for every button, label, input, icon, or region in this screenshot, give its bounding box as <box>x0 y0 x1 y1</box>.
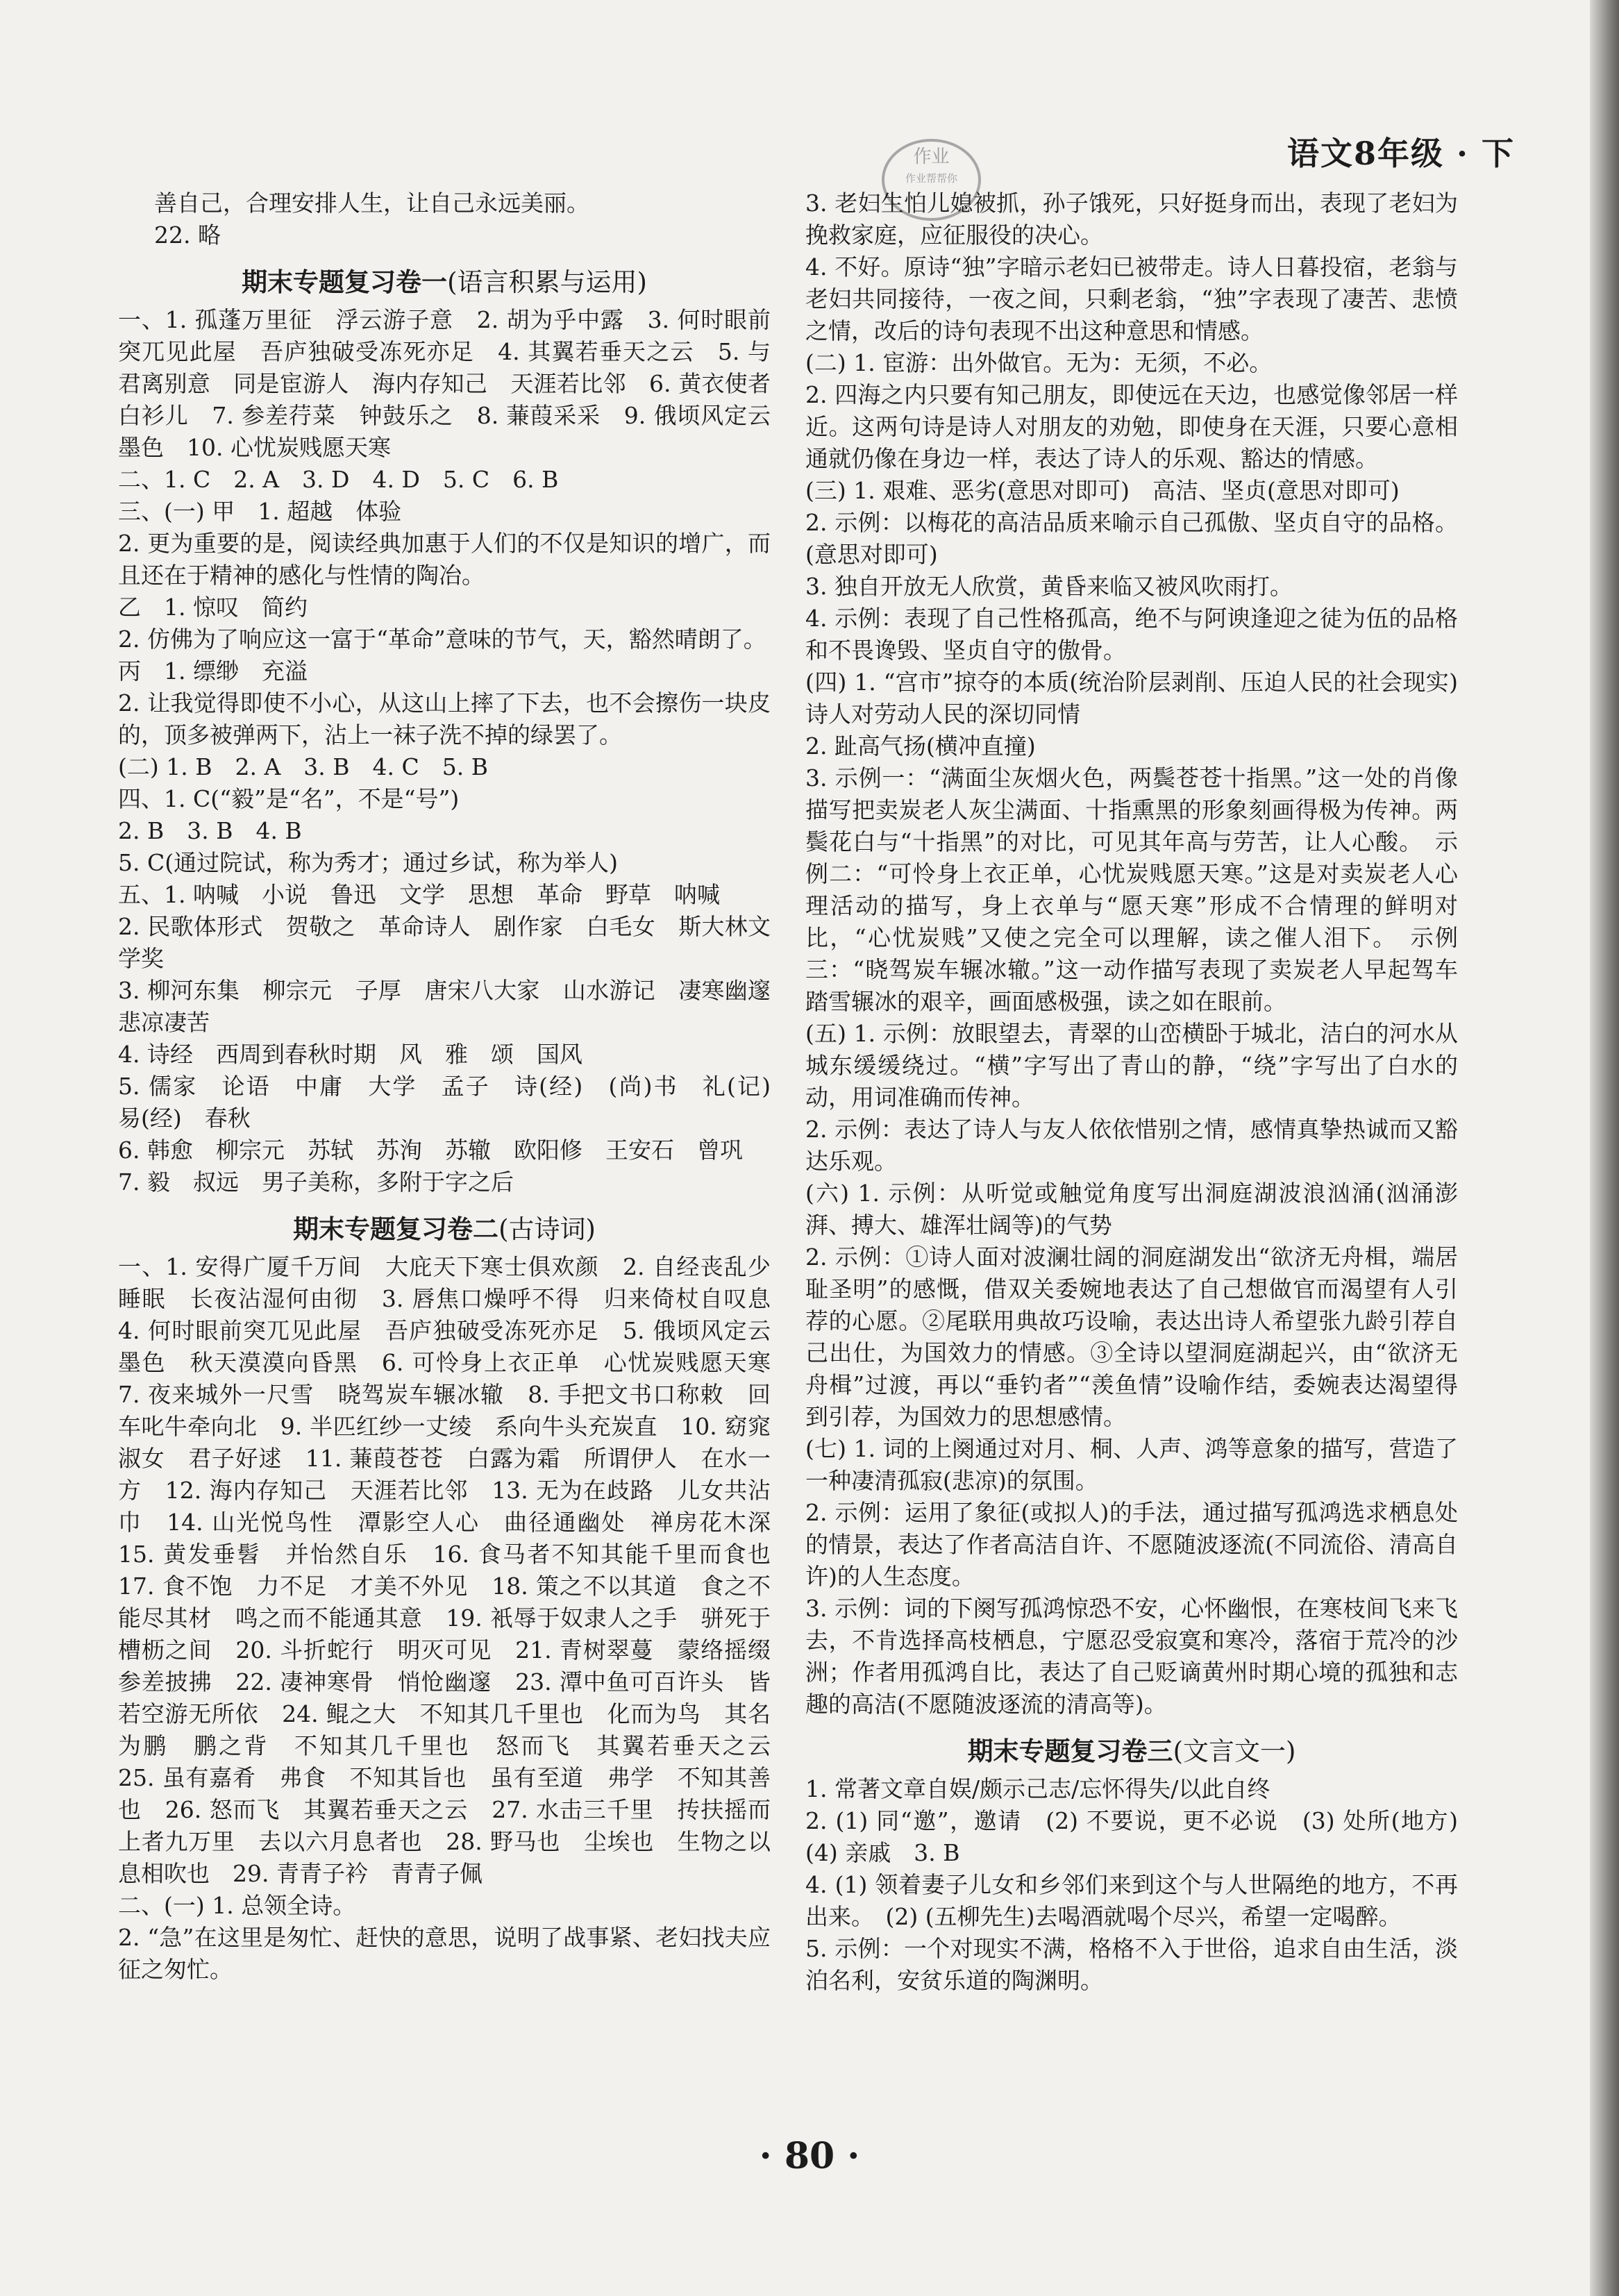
answer-paragraph: 3. 老妇生怕儿媳被抓，孙子饿死，只好挺身而出，表现了老妇为挽救家庭，应征服役的决心。 <box>805 190 1458 249</box>
answer-paragraph: 一、1. 安得广厦千万间 大庇天下寒士俱欢颜 2. 自经丧乱少睡眠 长夜沾湿何由彻 3. 唇焦口燥呼不得 归来倚杖自叹息 4. 何时眼前突兀见此屋 吾庐独破受冻死亦足 5. 俄顷风定云墨色 秋天漠漠向昏黑 6. 可怜身上衣正单 心忧炭贱愿天寒 7. 夜来城外一尺雪 晓驾炭车辗冰辙 8. 手把文书口称敕 回车叱牛牵向北 9. 半匹红纱一丈绫 系向牛头充炭直 10. 窈窕淑女 君子好逑 11. 蒹葭苍苍 白露为霜 所谓伊人 在水一方 12. 海内存知己 天涯若比邻 13. 无为在歧路 儿女共沾巾 14. 山光悦鸟性 潭影空人心 曲径通幽处 禅房花木深 15. 黄发垂髫 并怡然自乐 16. 食马者不知其能千里而食也 17. 食不饱 力不足 才美不外见 18. 策之不以其道 食之不能尽其材 鸣之而不能通其意 19. 衹辱于奴隶人之手 骈死于槽枥之间 20. 斗折蛇行 明灭可见 21. 青树翠蔓 蒙络摇缀 参差披拂 22. 凄神寒骨 悄怆幽邃 23. 潭中鱼可百许头 皆若空游无所依 24. 鲲之大 不知其几千里也 化而为鸟 其名为鹏 鹏之背 不知其几千里也 怒而飞 其翼若垂天之云 25. 虽有嘉肴 弗食 不知其旨也 虽有至道 弗学 不知其善也 26. 怒而飞 其翼若垂天之云 27. 水击三千里 抟扶摇而上者九万里 去以六月息者也 28. 野马也 尘埃也 生物之以息相吹也 29. 青青子衿 青青子佩 <box>118 1253 794 1887</box>
answer-paragraph: (七) 1. 词的上阕通过对月、桐、人声、鸿等意象的描写，营造了一种凄清孤寂(悲凉)的氛围。 <box>805 1435 1458 1494</box>
answer-paragraph: (六) 1. 示例：从听觉或触觉角度写出洞庭湖波浪汹涌(汹涌澎湃、搏大、雄浑壮阔等)的气势 <box>805 1180 1458 1239</box>
section-heading-exam3: 期末专题复习卷三(文言文一) <box>967 1736 1296 1766</box>
answer-paragraph: 3. 示例：词的下阕写孤鸿惊恐不安，心怀幽恨，在寒枝间飞来飞去，不肯选择高枝栖息，宁愿忍受寂寞和寒冷，落宿于荒冷的沙洲；作者用孤鸿自比，表达了自己贬谪黄州时期心境的孤独和志趣的高洁(不愿随波逐流的清高等)。 <box>805 1595 1458 1718</box>
answer-paragraph: (五) 1. 示例：放眼望去，青翠的山峦横卧于城北，洁白的河水从城东缓缓绕过。“横”字写出了青山的静，“绕”字写出了白水的动，用词准确而传神。 <box>805 1020 1458 1111</box>
running-head: 语文8年级 · 下 <box>1286 135 1515 172</box>
answer-paragraph: 丙 1. 缥缈 充溢 <box>118 657 308 685</box>
answer-paragraph: 3. 柳河东集 柳宗元 子厚 唐宋八大家 山水游记 凄寒幽邃 悲凉凄苦 <box>118 977 794 1036</box>
answer-paragraph: (四) 1. “宫市”掠夺的本质(统治阶层剥削、压迫人民的社会现实) 诗人对劳动人民的深切同情 <box>805 669 1481 728</box>
answer-paragraph: 2. 示例：表达了诗人与友人依依惜别之情，感情真挚热诚而又豁达乐观。 <box>805 1116 1458 1175</box>
page-binding-edge <box>1590 0 1619 2296</box>
answer-paragraph: 6. 韩愈 柳宗元 苏轼 苏洵 苏辙 欧阳修 王安石 曾巩 <box>118 1137 743 1164</box>
answer-paragraph: 3. 示例一：“满面尘灰烟火色，两鬓苍苍十指黑。”这一处的肖像描写把卖炭老人灰尘满面、十指熏黑的形象刻画得极为传神。两鬓花白与“十指黑”的对比，可见其年高与劳苦，让人心酸。 示例二：“可怜身上衣正单，心忧炭贱愿天寒。”这是对卖炭老人心理活动的描写，身上衣单与“愿天寒”形成不合情理的鲜明对比，“心忧炭贱”又使之完全可以理解，读之催人泪下。 示例三：“晓驾炭车辗冰辙。”这一动作描写表现了卖炭老人早起驾车踏雪辗冰的艰辛，画面感极强，读之如在眼前。 <box>805 764 1458 1015</box>
answer-paragraph: 乙 1. 惊叹 简约 <box>118 594 308 621</box>
answer-paragraph: 2. 更为重要的是，阅读经典加惠于人们的不仅是知识的增广，而且还在于精神的感化与性情的陶冶。 <box>118 530 771 589</box>
answer-paragraph: 善自己，合理安排人生，让自己永远美丽。 <box>154 190 589 217</box>
answer-paragraph: 5. C(通过院试，称为秀才；通过乡试，称为举人) <box>118 849 618 876</box>
answer-paragraph: 2. 四海之内只要有知己朋友，即使远在天边，也感觉像邻居一样近。这两句诗是诗人对朋友的劝勉，即使身在天涯，只要心意相通就仍像在身边一样，表达了诗人的乐观、豁达的情感。 <box>805 381 1458 472</box>
answer-paragraph: 五、1. 呐喊 小说 鲁迅 文学 思想 革命 野草 呐喊 <box>118 881 720 908</box>
answer-paragraph: 4. 不好。原诗“独”字暗示老妇已被带走。诗人日暮投宿，老翁与老妇共同接待，一夜之间，只剩老翁，“独”字表现了凄苦、悲愤之情，改后的诗句表现不出这种意思和情感。 <box>805 253 1458 344</box>
answer-paragraph: 1. 常著文章自娱/颇示己志/忘怀得失/以此自终 <box>805 1775 1270 1802</box>
answer-paragraph: 3. 独自开放无人欣赏，黄昏来临又被风吹雨打。 <box>805 573 1293 600</box>
answer-paragraph: 2. 示例：运用了象征(或拟人)的手法，通过描写孤鸿选求栖息处的情景，表达了作者高洁自许、不愿随波逐流(不同流俗、清高自许)的人生态度。 <box>805 1499 1458 1590</box>
page-number: · 80 · <box>759 2135 860 2177</box>
answer-paragraph: 2. 示例：以梅花的高洁品质来喻示自己孤傲、坚贞自守的品格。(意思对即可) <box>805 509 1458 568</box>
answer-paragraph: 2. 仿佛为了响应这一富于“革命”意味的节气，天，豁然晴朗了。 <box>118 626 766 653</box>
right-column <box>805 187 1481 1997</box>
section-heading-exam2: 期末专题复习卷二(古诗词) <box>293 1214 596 1244</box>
section-heading-exam1: 期末专题复习卷一(语言积累与运用) <box>242 267 647 297</box>
answer-paragraph: (二) 1. 宦游：出外做官。无为：无须，不必。 <box>805 349 1273 376</box>
answer-paragraph: 2. (1) 同“邀”，邀请 (2) 不要说，更不必说 (3) 处所(地方) (4) 亲戚 3. B <box>805 1807 1481 1866</box>
answer-paragraph: 三、(一) 甲 1. 超越 体验 <box>118 498 402 525</box>
left-column <box>118 187 794 1986</box>
answer-paragraph: 2. 民歌体形式 贺敬之 革命诗人 剧作家 白毛女 斯大林文学奖 <box>118 913 771 972</box>
answer-paragraph: 4. 诗经 西周到春秋时期 风 雅 颂 国风 <box>118 1041 582 1068</box>
answer-paragraph: 5. 示例：一个对现实不满，格格不入于世俗，追求自由生活，淡泊名利，安贫乐道的陶渊明。 <box>805 1935 1458 1994</box>
answer-paragraph: 2. “急”在这里是匆忙、赶快的意思，说明了战事紧、老妇找夫应征之匆忙。 <box>118 1924 771 1983</box>
answer-paragraph: (二) 1. B 2. A 3. B 4. C 5. B <box>118 753 488 780</box>
answer-paragraph: 4. 示例：表现了自己性格孤高，绝不与阿谀逢迎之徒为伍的品格和不畏谗毁、坚贞自守的傲骨。 <box>805 605 1458 664</box>
answer-paragraph: 4. (1) 领着妻子儿女和乡邻们来到这个与人世隔绝的地方，不再出来。 (2) (五柳先生)去喝酒就喝个尽兴，希望一定喝醉。 <box>805 1871 1458 1930</box>
answer-paragraph: 一、1. 孤蓬万里征 浮云游子意 2. 胡为乎中露 3. 何时眼前突兀见此屋 吾庐独破受冻死亦足 4. 其翼若垂天之云 5. 与君离别意 同是宦游人 海内存知己 天涯若比邻 6. 黄衣使者白衫儿 7. 参差荇菜 钟鼓乐之 8. 蒹葭采采 9. 俄顷风定云墨色 10. 心忧炭贱愿天寒 <box>118 306 771 461</box>
answer-paragraph: 2. 趾高气扬(横冲直撞) <box>805 732 1036 760</box>
answer-paragraph: 7. 毅 叔远 男子美称，多附于字之后 <box>118 1168 514 1196</box>
answer-paragraph: 5. 儒家 论语 中庸 大学 孟子 诗(经) (尚)书 礼(记) 易(经) 春秋 <box>118 1073 794 1132</box>
answer-paragraph: 二、1. C 2. A 3. D 4. D 5. C 6. B <box>118 466 559 493</box>
answer-paragraph: 2. 示例：①诗人面对波澜壮阔的洞庭湖发出“欲济无舟楫，端居耻圣明”的感慨，借双关委婉地表达了自己想做官而渴望有人引荐的心愿。②尾联用典故巧设喻，表达出诗人希望张九龄引荐自己出仕，为国效力的情感。③全诗以望洞庭湖起兴，由“欲济无舟楫”过渡，再以“垂钓者”“羡鱼情”设喻作结，委婉表达渴望得到引荐，为国效力的思想感情。 <box>805 1243 1458 1430</box>
answer-paragraph: 22. 略 <box>154 221 221 249</box>
answer-paragraph: 2. 让我觉得即使不小心，从这山上摔了下去，也不会擦伤一块皮的，顶多被弹两下，沾上一袜子洗不掉的绿罢了。 <box>118 689 771 748</box>
answer-paragraph: 四、1. C(“毅”是“名”，不是“号”) <box>118 785 460 812</box>
answer-paragraph: 二、(一) 1. 总领全诗。 <box>118 1892 356 1919</box>
homework-stamp-logo: 作业 作业帮帮你 <box>882 139 981 221</box>
answer-paragraph: 2. B 3. B 4. B <box>118 817 302 844</box>
answer-paragraph: (三) 1. 艰难、恶劣(意思对即可) 高洁、坚贞(意思对即可) <box>805 477 1400 504</box>
